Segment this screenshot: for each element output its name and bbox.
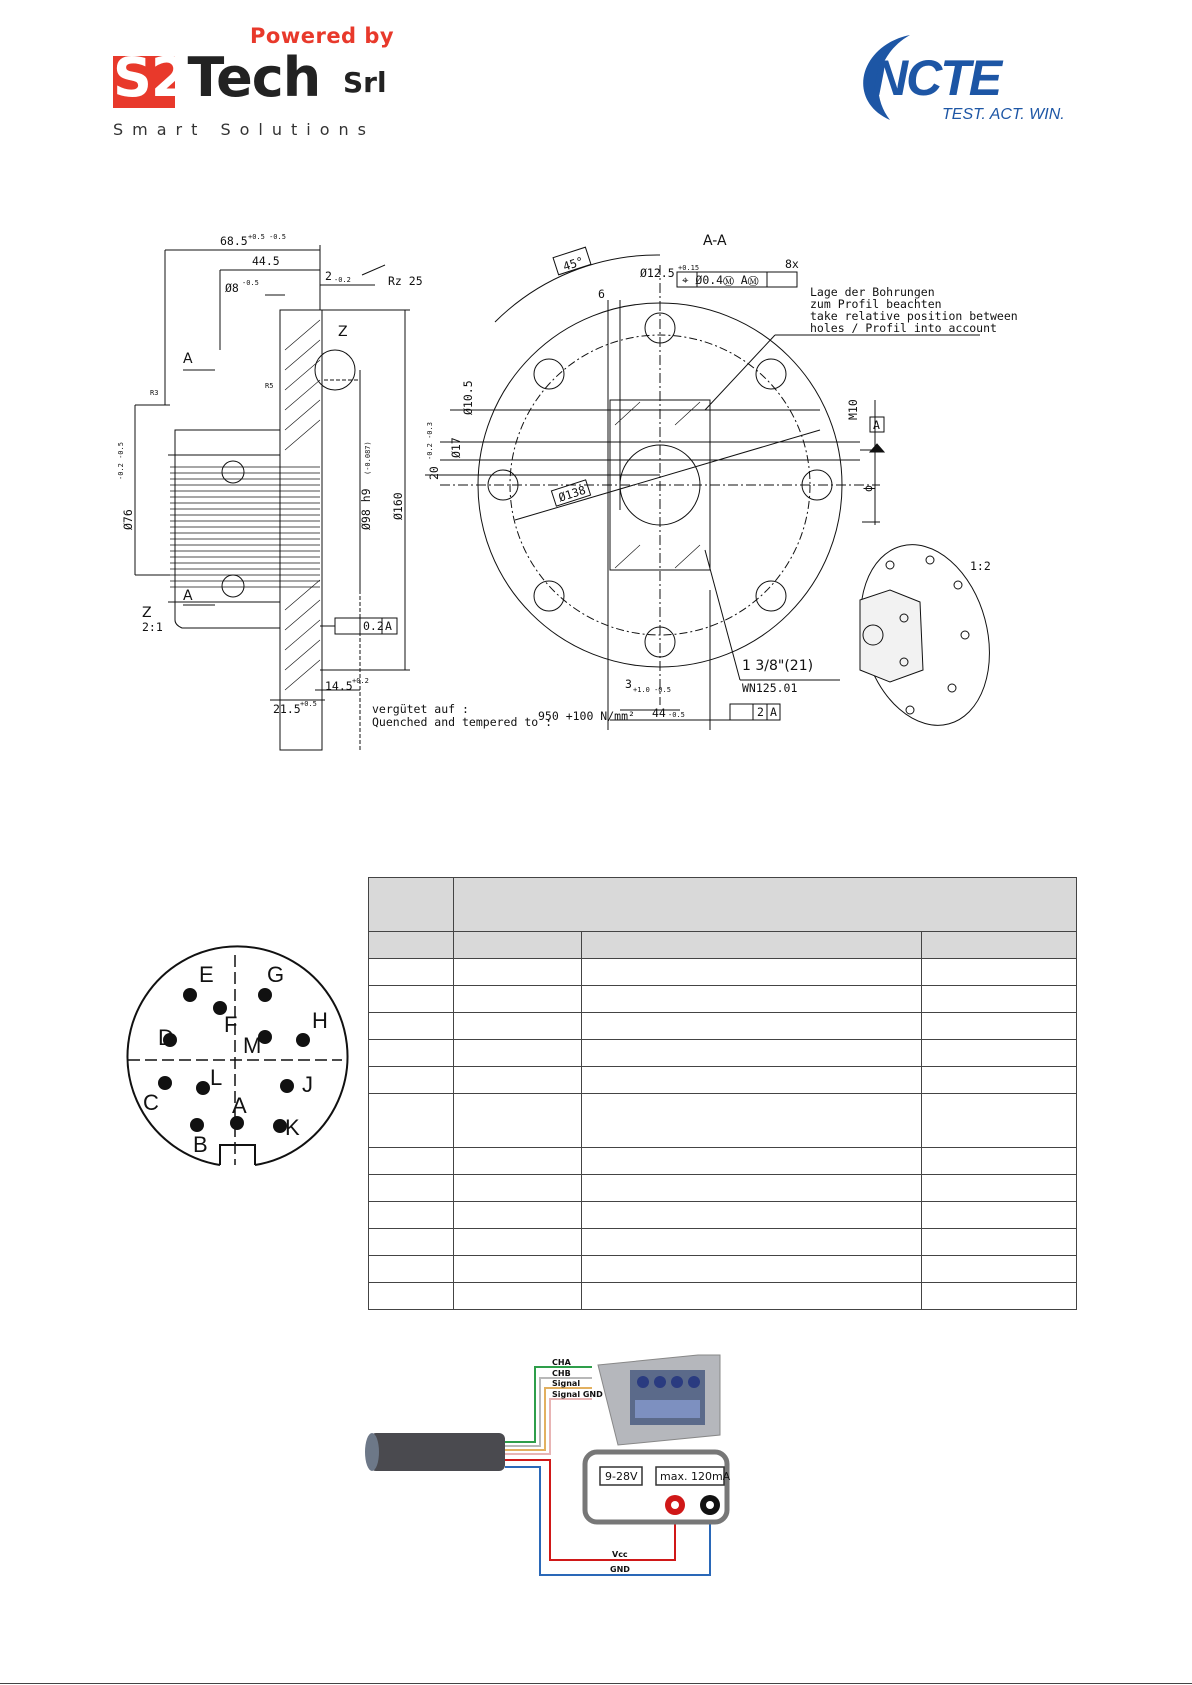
profile-label: 1 3/8"(21) — [742, 658, 814, 674]
table-row — [369, 986, 1077, 1013]
psu-current-label: max. 120mA — [660, 1470, 731, 1483]
wire-label-chb: CHB — [552, 1369, 571, 1378]
pin-f-label: F — [224, 1012, 238, 1037]
pin-j-label: J — [302, 1072, 313, 1097]
dim-d17: Ø17 — [449, 437, 463, 458]
pin-m-label: M — [243, 1033, 262, 1058]
s2tech-wordmark: S2Tech — [113, 46, 321, 109]
gnd-label: GND — [610, 1565, 630, 1574]
s2tech-tagline: Smart Solutions — [113, 120, 375, 139]
dim-44-5: 44.5 — [252, 254, 280, 268]
s2tech-srl: Srl — [343, 66, 387, 99]
material-value: 950 +100 N/mm² — [538, 709, 635, 723]
position-tolerance: ⌖ Ø0.4Ⓜ AⓂ — [682, 273, 759, 287]
dim-d8: Ø8 — [225, 281, 239, 295]
material-en: Quenched and tempered to : — [372, 715, 553, 729]
parallelism-datum: A — [770, 705, 777, 719]
wn-label: WN125.01 — [742, 681, 798, 695]
pin-h-label: H — [312, 1008, 328, 1033]
z-scale-label: Z — [142, 605, 152, 621]
dim-d76-tol: -0.2 -0.5 — [117, 442, 125, 480]
note-en-1: take relative position between — [810, 309, 1018, 323]
psu-voltage-label: 9-28V — [605, 1470, 638, 1483]
runout-value: 0.2 — [363, 619, 384, 633]
runout-datum: A — [385, 619, 392, 633]
powered-by-label: Powered by — [250, 24, 395, 48]
r3-label: R3 — [150, 389, 159, 397]
dim-d12-5: Ø12.5 — [640, 266, 675, 280]
dim-44-tol: -0.5 — [668, 711, 685, 719]
dim-21-5: 21.5 — [273, 702, 301, 716]
z-label: Z — [338, 324, 348, 340]
table-subheader-row — [369, 932, 1077, 959]
note-en-2: holes / Profil into account — [810, 321, 997, 335]
dim-68-5: 68.5 — [220, 234, 248, 248]
dim-21-5-tol: +0.5 — [300, 700, 317, 708]
dim-2: 2 — [325, 269, 332, 283]
dim-d138: Ø138 — [556, 482, 588, 505]
dim-20-tol: -0.2 -0.3 — [426, 422, 434, 460]
dim-20: 20 — [427, 466, 441, 480]
dim-14-5-tol: +0.2 — [352, 677, 369, 685]
hole-count: 8x — [785, 257, 799, 271]
angle-45: 45° — [561, 253, 586, 274]
dim-d98-tol: (-0.087) — [364, 441, 372, 475]
dim-d10-5: Ø10.5 — [461, 380, 475, 415]
connector-outline — [127, 946, 347, 1165]
pin-b-label: B — [193, 1132, 208, 1157]
dim-44: 44 — [652, 706, 666, 720]
dim-d76: Ø76 — [121, 509, 135, 530]
pin-e-label: E — [199, 962, 214, 987]
vcc-label: Vcc — [612, 1550, 628, 1559]
section-a-bottom: A — [183, 588, 193, 604]
wire-label-signal: Signal — [552, 1379, 581, 1388]
table-row — [369, 959, 1077, 986]
wire-label-signal-gnd: Signal GND — [552, 1390, 603, 1399]
flange-technical-drawing — [117, 230, 1070, 790]
table-row — [369, 1175, 1077, 1202]
rz-label: Rz 25 — [388, 274, 423, 288]
table-row — [369, 1094, 1077, 1148]
footer-rule — [0, 1683, 1192, 1684]
ncte-logo — [850, 25, 1070, 130]
pin-k-label: K — [285, 1115, 300, 1140]
iso-view-scale: 1:2 — [970, 559, 991, 573]
dim-d8-tol: -0.5 — [242, 279, 259, 287]
ncte-wordmark: NCTE — [872, 50, 1001, 106]
dim-3: 3 — [625, 677, 632, 691]
table-row — [369, 1067, 1077, 1094]
dim-d98: Ø98 h9 — [359, 488, 373, 530]
table-row — [369, 1040, 1077, 1067]
wiring-diagram — [360, 1350, 740, 1580]
note-de-2: zum Profil beachten — [810, 297, 942, 311]
s2tech-logo — [105, 20, 395, 139]
dim-6: 6 — [598, 287, 605, 301]
table-row — [369, 1013, 1077, 1040]
table-row — [369, 1283, 1077, 1310]
pin-g-label: G — [267, 962, 285, 987]
dim-68-5-tol: +0.5 -0.5 — [248, 233, 286, 241]
thread-m10: M10 — [846, 399, 860, 420]
section-a-top: A — [183, 351, 193, 367]
table-row — [369, 1229, 1077, 1256]
parallelism-value: 2 — [757, 705, 764, 719]
display-unit — [598, 1355, 720, 1445]
table-header-row — [369, 878, 1077, 932]
pin-a-label: A — [232, 1093, 247, 1118]
wire-label-cha: CHA — [552, 1358, 571, 1367]
dim-d160: Ø160 — [391, 492, 405, 520]
sensor-cable — [370, 1433, 505, 1471]
z-scale-ratio: 2:1 — [142, 620, 163, 634]
ncte-tagline: TEST. ACT. WIN. — [942, 106, 1065, 123]
table-row — [369, 1148, 1077, 1175]
dim-2-tol: -0.2 — [334, 276, 351, 284]
dim-3-tol: +1.0 -0.5 — [633, 686, 671, 694]
dim-d12-5-tol: +0.15 — [678, 264, 700, 272]
table-row — [369, 1256, 1077, 1283]
section-a-a-title: A-A — [703, 233, 727, 249]
datum-a-label: A — [873, 418, 880, 432]
pinout-table — [368, 877, 1077, 1310]
material-de: vergütet auf : — [372, 702, 469, 716]
pin-l-label: L — [210, 1065, 223, 1090]
dim-phi: ϕ — [861, 485, 875, 492]
pin-d-label: D — [158, 1025, 174, 1050]
r5-label: R5 — [265, 382, 274, 390]
dim-14-5: 14.5 — [325, 679, 353, 693]
note-de-1: Lage der Bohrungen — [810, 285, 935, 299]
pin-c-label: C — [143, 1090, 159, 1115]
table-row — [369, 1202, 1077, 1229]
connector-pinout-diagram — [125, 950, 345, 1170]
